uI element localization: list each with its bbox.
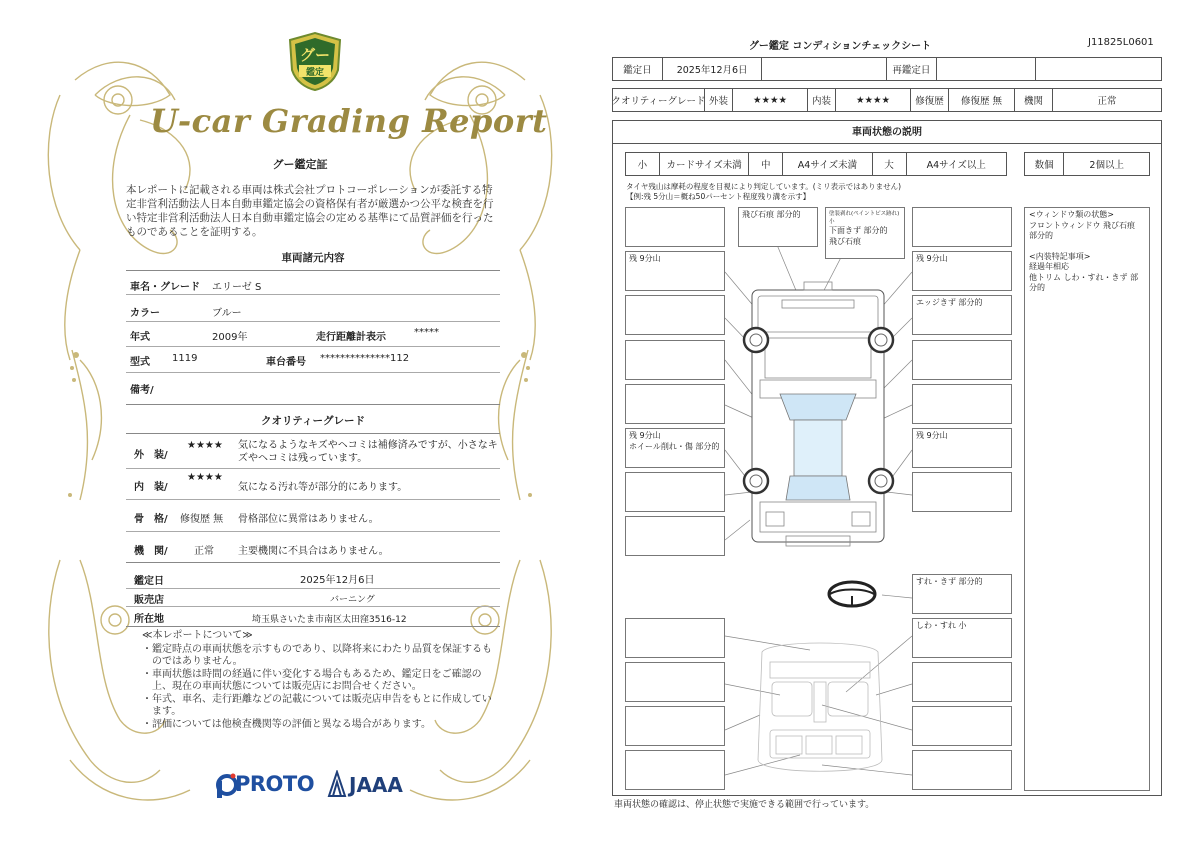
condition-box <box>912 472 1012 512</box>
box-text: すれ・きず 部分的 <box>916 577 983 586</box>
condition-box <box>625 750 725 790</box>
divider <box>126 294 500 295</box>
exterior-description: 気になるようなキズやヘコミは補修済みですが、小さなキズやヘコミは残っています。 <box>238 440 498 464</box>
exterior-label: 外 装/ <box>134 450 168 461</box>
tire-note-example: 【例:残 5分山＝概ね50パーセント程度残り溝を示す】 <box>626 192 811 201</box>
condition-box-right-edge <box>912 295 1012 335</box>
interior-top-view <box>758 643 882 771</box>
box-text: 飛び石痕 部分的 <box>742 210 801 219</box>
condition-box <box>625 207 725 247</box>
condition-box-interior <box>912 618 1012 658</box>
condition-box <box>625 706 725 746</box>
box-text: 下面きず 部分的 <box>829 226 888 235</box>
condition-box <box>625 340 725 380</box>
divider <box>126 499 500 500</box>
car-name-value: エリーゼ S <box>212 282 262 293</box>
year-value: 2009年 <box>212 332 248 343</box>
emblem-bottom-text: 鑑定 <box>305 68 325 78</box>
size-medium-desc: A4サイズ未満 <box>783 153 873 175</box>
condition-box <box>625 516 725 556</box>
box-text: 残 9分山 <box>916 254 948 263</box>
sheet-footnote: 車両状態の確認は、停止状態で実施できる範囲で行っています。 <box>614 800 875 810</box>
model-label: 型式 <box>130 357 150 368</box>
grade-label: クオリティーグレード <box>613 89 705 111</box>
size-large-desc: A4サイズ以上 <box>926 160 986 171</box>
divider <box>126 531 500 532</box>
divider <box>126 562 500 563</box>
goo-appraisal-emblem <box>286 30 344 92</box>
car-top-view <box>744 282 893 546</box>
repair-history-value: 修復歴 無 <box>949 89 1015 111</box>
frame-value: 修復歴 無 <box>180 514 224 525</box>
note-item: ・評価については他検査機関等の評価と異なる場合があります。 <box>142 718 431 730</box>
appraisal-date-label: 鑑定日 <box>134 576 164 587</box>
mileage-value: ***** <box>414 327 439 338</box>
engine-value: 正常 <box>1097 96 1117 107</box>
divider <box>126 606 500 607</box>
divider <box>126 346 500 347</box>
model-value: 1119 <box>172 353 198 364</box>
note-item: ・車両状態は時間の経過に伴い変化する場合もあるため、鑑定日をご確認の上、現在の車両状態については販売店にお問合せください。 <box>142 668 482 692</box>
condition-box <box>912 384 1012 424</box>
size-small-label: 小 <box>626 153 660 175</box>
note-item: ・鑑定時点の車両状態を示すものであり、以降将来にわたり品質を保証するものではありません。 <box>142 643 492 667</box>
emblem-top-text: グー <box>299 46 331 64</box>
car-name-label: 車名・グレード <box>130 282 200 293</box>
reappraisal-date-label: 再鑑定日 <box>887 58 937 80</box>
divider <box>126 270 500 271</box>
box-text: しわ・すれ 小 <box>916 621 967 630</box>
condition-box <box>625 662 725 702</box>
divider <box>126 588 500 589</box>
certificate-body: 本レポートに記載される車両は株式会社プロトコーポレーションが委託する特定非営利活動法人日本自動車鑑定協会の資格保有者が厳選かつ公平な検査を行い特定非営利活動法人日本自動車鑑定協会の定める基準にて品質評価を行ったものであることを証明する。 <box>126 184 494 238</box>
box-text: 残 9分山 <box>629 431 661 440</box>
specs-section-title: 車両諸元内容 <box>281 252 345 264</box>
interior-stars: ★★★★ <box>836 89 911 111</box>
exterior-stars: ★★★★ <box>733 89 808 111</box>
size-medium-label: 中 <box>749 153 783 175</box>
interior-label: 内装 <box>808 89 836 111</box>
certificate-title: グー鑑定証 <box>272 158 328 171</box>
interior-label: 内 装/ <box>134 482 168 493</box>
condition-box <box>625 618 725 658</box>
condition-box-left-rear-tire <box>625 428 725 468</box>
color-value: ブルー <box>212 308 242 319</box>
proto-logo-mark <box>215 772 237 798</box>
address-value: 埼玉県さいたま市南区太田窪3516-12 <box>252 615 407 625</box>
sheet-title: グー鑑定 コンディションチェックシート <box>748 41 932 52</box>
size-small-desc: カードサイズ未満 <box>660 153 750 175</box>
condition-box <box>912 340 1012 380</box>
condition-box <box>625 295 725 335</box>
company-logos <box>215 768 415 802</box>
box-text-small: 塗装剥れ(ペイントピス跡れ) 小 <box>829 211 900 225</box>
condition-box-right-rear-tire <box>912 428 1012 468</box>
condition-check-sheet-page <box>600 0 1200 848</box>
window-remarks-title: <ウィンドウ類の状態> <box>1029 210 1114 219</box>
tire-note: タイヤ残山は摩耗の程度を目視により判定しています。(ミリ表示ではありません) <box>626 182 902 191</box>
divider <box>126 321 500 322</box>
divider <box>126 404 500 405</box>
interior-remarks-title: <内装特記事項> <box>1029 251 1091 261</box>
engine-label: 機 関/ <box>134 546 168 557</box>
condition-box <box>912 207 1012 247</box>
frame-label: 骨 格/ <box>134 514 168 525</box>
condition-box-left-front-tire <box>625 251 725 291</box>
chassis-label: 車台番号 <box>266 357 306 368</box>
appraisal-date-label: 鑑定日 <box>613 58 663 80</box>
engine-description: 主要機関に不具合はありません。 <box>238 546 389 557</box>
divider <box>126 372 500 373</box>
notes-title: ≪本レポートについて≫ <box>142 630 253 641</box>
box-text: 残 9分山 <box>916 431 948 440</box>
quality-section-title: クオリティーグレード <box>261 415 365 427</box>
remarks-box <box>1024 207 1150 791</box>
box-text: ホイール削れ・傷 部分的 <box>629 441 720 451</box>
exterior-label: 外装 <box>705 89 733 111</box>
report-notes <box>142 630 492 731</box>
condition-box <box>912 706 1012 746</box>
panel-title: 車両状態の説明 <box>613 121 1161 144</box>
color-label: カラー <box>130 308 160 319</box>
interior-remarks-text: 他トリム しわ・すれ・きず 部分的 <box>1029 272 1139 292</box>
note-item: ・年式、車名、走行距離などの記載については販売店申告をもとに作成しています。 <box>142 693 492 717</box>
mileage-label: 走行距離計表示 <box>316 332 386 343</box>
interior-remarks-text: 経過年相応 <box>1029 262 1069 271</box>
jaaa-logo-text: JAAA <box>349 773 403 797</box>
divider <box>126 468 500 469</box>
remarks-label: 備考/ <box>130 385 154 396</box>
address-label: 所在地 <box>134 614 164 625</box>
report-title: U-car Grading Report <box>150 102 548 140</box>
condition-box <box>625 384 725 424</box>
dealer-value: バーニング <box>330 595 375 605</box>
exterior-stars: ★★★★ <box>187 440 223 451</box>
engine-label: 機関 <box>1015 89 1053 111</box>
condition-box <box>912 750 1012 790</box>
sheet-id: J11825L0601 <box>1088 37 1154 48</box>
condition-box-steering <box>912 574 1012 614</box>
engine-value: 正常 <box>194 546 214 557</box>
appraisal-date-value: 2025年12月6日 <box>663 58 763 80</box>
divider <box>126 626 500 627</box>
year-label: 年式 <box>130 332 150 343</box>
frame-description: 骨格部位に異常はありません。 <box>238 514 379 525</box>
chassis-value: **************112 <box>320 353 410 364</box>
box-text: 飛び石痕 <box>829 236 861 246</box>
interior-description: 気になる汚れ等が部分的にあります。 <box>238 482 408 493</box>
dealer-label: 販売店 <box>134 595 164 606</box>
appraisal-date-value: 2025年12月6日 <box>300 575 375 586</box>
jaaa-logo-mark <box>327 770 347 798</box>
window-remarks-text: フロントウィンドウ 飛び石痕 部分的 <box>1029 220 1136 240</box>
count-label: 数個 <box>1025 153 1064 175</box>
count-desc: 2個以上 <box>1089 160 1124 171</box>
interior-stars: ★★★★ <box>187 472 223 483</box>
size-large-label: 大 <box>873 153 907 175</box>
steering-wheel-icon <box>829 582 875 606</box>
condition-box-front-right <box>825 207 905 259</box>
condition-box <box>912 662 1012 702</box>
divider <box>126 433 500 434</box>
condition-box <box>625 472 725 512</box>
box-text: 残 9分山 <box>629 254 661 263</box>
proto-logo-text: PROTO <box>235 772 315 796</box>
condition-box-front-center <box>738 207 818 247</box>
condition-box-right-front-tire <box>912 251 1012 291</box>
repair-history-label: 修復歴 <box>911 89 949 111</box>
box-text: エッジきず 部分的 <box>916 298 983 307</box>
